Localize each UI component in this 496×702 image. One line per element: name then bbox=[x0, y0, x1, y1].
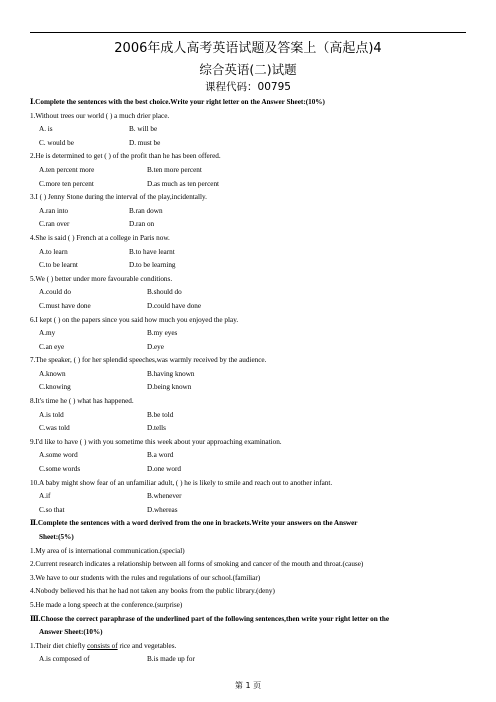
option-c: C. would be bbox=[39, 138, 74, 147]
option-a: A.could do bbox=[39, 288, 71, 297]
option-c: C.some words bbox=[39, 465, 81, 474]
options-row bbox=[30, 409, 470, 423]
question-stem: 4.She is said ( ) French at a college in Paris now. bbox=[30, 233, 170, 242]
options-row bbox=[30, 653, 470, 667]
option-d: D.could have done bbox=[147, 301, 202, 310]
option-d: D.to be learning bbox=[129, 261, 176, 270]
option-d: D.ran on bbox=[129, 220, 155, 229]
options-row bbox=[30, 368, 470, 382]
option-a: A.to learn bbox=[39, 247, 68, 256]
option-a: A.if bbox=[39, 492, 51, 501]
option-a: A.is told bbox=[39, 410, 64, 419]
question-suffix: rice and vegetables. bbox=[117, 641, 177, 650]
options-row bbox=[30, 327, 470, 341]
option-a: A.known bbox=[39, 369, 66, 378]
question-stem: 6.I kept ( ) on the papers since you said how much you enjoyed the play. bbox=[30, 315, 239, 324]
options-row bbox=[30, 164, 470, 178]
word-item: 5.He made a long speech at the conference.(surprise) bbox=[30, 600, 183, 609]
option-b: B.ran down bbox=[129, 206, 163, 215]
option-a: A. is bbox=[39, 125, 53, 134]
option-c: C.so that bbox=[39, 505, 65, 514]
option-c: C.was told bbox=[39, 424, 70, 433]
exam-content bbox=[30, 96, 470, 667]
question-9 bbox=[30, 436, 470, 477]
question-stem: 5.We ( ) better under more favourable conditions. bbox=[30, 274, 173, 283]
question-4 bbox=[30, 232, 470, 273]
option-a: A.is composed of bbox=[39, 655, 90, 664]
section-3-heading: Ⅲ.Choose the correct paraphrase of the underlined part of the following sentences,then write your right letter on the bbox=[30, 614, 390, 623]
paraphrase-question-1 bbox=[30, 640, 470, 654]
word-item: 2.Current research indicates a relationship between all forms of smoking and cancer of the mouth and throat.(cause) bbox=[30, 560, 364, 569]
question-stem: 10.A baby might show fear of an unfamiliar adult, ( ) he is likely to smile and reach out to another infant. bbox=[30, 478, 333, 487]
option-d: D.one word bbox=[147, 465, 181, 474]
option-d: D.tells bbox=[147, 424, 166, 433]
options-row bbox=[30, 259, 470, 273]
option-d: D. must be bbox=[129, 138, 161, 147]
section-2-heading: Ⅱ.Complete the sentences with a word derived from the one in brackets.Write your answers on the Answer bbox=[30, 519, 358, 528]
question-stem: 3.I ( ) Jenny Stone during the interval of the play,incidentally. bbox=[30, 193, 207, 202]
option-b: B.whenever bbox=[147, 492, 182, 501]
option-b: B.ten more percent bbox=[147, 165, 202, 174]
options-row bbox=[30, 504, 470, 518]
option-c: C.must have done bbox=[39, 301, 91, 310]
question-5 bbox=[30, 273, 470, 314]
option-b: B.should do bbox=[147, 288, 182, 297]
option-a: A.my bbox=[39, 329, 56, 338]
question-stem: 8.It's time he ( ) what has happened. bbox=[30, 397, 134, 406]
word-item: 1.My area of is international communication.(special) bbox=[30, 546, 185, 555]
section-3-heading-cont: Answer Sheet:(10%) bbox=[39, 628, 103, 637]
underlined-phrase: consists of bbox=[87, 641, 118, 650]
option-b: B. will be bbox=[129, 125, 158, 134]
section-1-heading: Ⅰ.Complete the sentences with the best choice.Write your right letter on the Answer Sheet:(10%) bbox=[30, 98, 325, 106]
section-2-heading-cont: Sheet:(5%) bbox=[39, 533, 74, 541]
options-row bbox=[30, 422, 470, 436]
question-8 bbox=[30, 395, 470, 436]
option-b: B.be told bbox=[147, 410, 174, 419]
option-a: A.ran into bbox=[39, 206, 69, 215]
option-d: D.whereas bbox=[147, 505, 178, 514]
course-code: 课程代码：00795 bbox=[205, 81, 291, 93]
option-d: D.as much as ten percent bbox=[147, 179, 220, 188]
options-row bbox=[30, 490, 470, 504]
option-c: C.an eye bbox=[39, 342, 65, 351]
options-row bbox=[30, 178, 470, 192]
options-row bbox=[30, 123, 470, 137]
option-b: B.having known bbox=[147, 369, 195, 378]
question-7 bbox=[30, 354, 470, 395]
option-a: A.some word bbox=[39, 451, 78, 460]
option-d: D.eye bbox=[147, 342, 164, 351]
question-stem: 7.The speaker, ( ) for her splendid speeches,was warmly received by the audience. bbox=[30, 356, 267, 365]
options-row bbox=[30, 300, 470, 314]
word-item: 4.Nobody believed his that he had not taken any books from the public library.(deny) bbox=[30, 587, 275, 596]
options-row bbox=[30, 218, 470, 232]
options-row bbox=[30, 463, 470, 477]
question-10 bbox=[30, 477, 470, 518]
option-d: D.being known bbox=[147, 383, 192, 392]
document-title: 2006年成人高考英语试题及答案上（高起点)4 bbox=[114, 41, 382, 56]
question-stem: 1.Without trees our world ( ) a much drier place. bbox=[30, 111, 170, 120]
options-row bbox=[30, 381, 470, 395]
option-c: C.ran over bbox=[39, 220, 70, 229]
option-b: B.to have learnt bbox=[129, 247, 175, 256]
option-c: C.knowing bbox=[39, 383, 71, 392]
question-stem: 2.He is determined to get ( ) of the profit than he has been offered. bbox=[30, 152, 221, 161]
page-number: 第 1 页 bbox=[234, 681, 262, 690]
option-a: A.ten percent more bbox=[39, 165, 95, 174]
options-row bbox=[30, 341, 470, 355]
question-6 bbox=[30, 314, 470, 355]
options-row bbox=[30, 246, 470, 260]
options-row bbox=[30, 286, 470, 300]
options-row bbox=[30, 137, 470, 151]
option-c: C.to be learnt bbox=[39, 261, 78, 270]
question-3 bbox=[30, 191, 470, 232]
option-b: B.my eyes bbox=[147, 329, 178, 338]
option-b: B.is made up for bbox=[147, 655, 195, 664]
question-prefix: 1.Their diet chiefly bbox=[30, 641, 88, 650]
option-b: B.a word bbox=[147, 451, 174, 460]
word-item: 3.We have to our students with the rules and regulations of our school.(familiar) bbox=[30, 573, 261, 582]
document-subtitle: 综合英语(二)试题 bbox=[199, 62, 297, 77]
header-rule bbox=[30, 32, 466, 33]
option-c: C.more ten percent bbox=[39, 179, 94, 188]
question-2 bbox=[30, 150, 470, 191]
question-1 bbox=[30, 110, 470, 151]
options-row bbox=[30, 205, 470, 219]
question-stem: 9.I'd like to have ( ) with you sometime this week about your approaching examination. bbox=[30, 437, 282, 446]
options-row bbox=[30, 449, 470, 463]
